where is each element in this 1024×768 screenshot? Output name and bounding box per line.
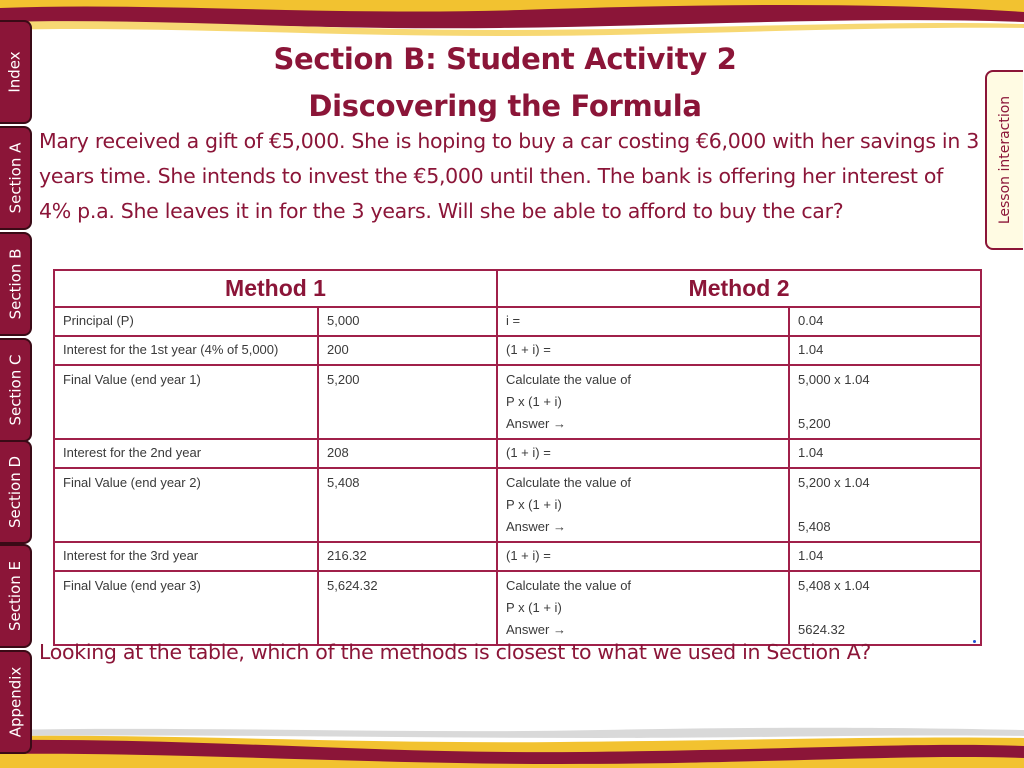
method-1-value-cell: 5,200	[318, 365, 497, 439]
cell-line	[798, 494, 972, 516]
nav-tab-label: Index	[6, 51, 25, 93]
method-1-value-cell: 5,408	[318, 468, 497, 542]
method-2-value-cell	[789, 542, 981, 571]
cell-line	[798, 391, 972, 413]
slide-subtitle: Discovering the Formula	[308, 89, 702, 123]
table-header-row	[54, 270, 981, 307]
table-row	[54, 336, 981, 365]
pointer-dot	[973, 640, 976, 643]
method-2-value-cell	[789, 571, 981, 645]
method-1-value-cell: 5,000	[318, 307, 497, 336]
cell-line: (1 + i) =	[506, 548, 551, 563]
nav-tab-label: Section A	[6, 142, 25, 214]
cell-line: (1 + i) =	[506, 342, 551, 357]
method-2-value-cell	[789, 336, 981, 365]
method-2-label-cell	[497, 336, 789, 365]
table-row	[54, 542, 981, 571]
cell-line: 0.04	[798, 313, 824, 328]
method-1-value-cell: 216.32	[318, 542, 497, 571]
method-1-value-cell: 208	[318, 439, 497, 468]
cell-line: 1.04	[798, 342, 824, 357]
method-1-label-cell: Interest for the 1st year (4% of 5,000)	[54, 336, 318, 365]
table-row	[54, 307, 981, 336]
method-1-value-cell: 200	[318, 336, 497, 365]
nav-tab-section-b[interactable]	[0, 232, 32, 336]
nav-tab-label: Section C	[6, 354, 25, 426]
bottom-wave-decoration	[0, 724, 1024, 768]
nav-tab-index[interactable]	[0, 20, 32, 124]
cell-line: 1.04	[798, 445, 824, 460]
method-1-label-cell: Final Value (end year 1)	[54, 365, 318, 439]
problem-statement: Mary received a gift of €5,000. She is hoping to buy a car costing €6,000 with her savings in 3 years time. She intends to invest the €5,000 until then. The bank is offering her interest of 4% p.a. She leaves it in for the 3 years. Will she be able to afford to buy the car?	[39, 129, 979, 223]
top-wave-decoration	[0, 0, 1024, 40]
cell-line: Calculate the value of	[506, 372, 632, 387]
method-2-label-cell	[497, 542, 789, 571]
methods-table	[53, 269, 982, 646]
nav-tab-section-a[interactable]	[0, 126, 32, 230]
cell-line: 5,200	[798, 416, 831, 431]
method-2-label-cell	[497, 365, 789, 439]
nav-tab-section-c[interactable]	[0, 338, 32, 442]
method-1-label-cell: Interest for the 3rd year	[54, 542, 318, 571]
nav-tab-label: Appendix	[6, 666, 25, 738]
method-2-label-cell	[497, 307, 789, 336]
cell-line: 5,408 x 1.04	[798, 578, 870, 593]
method-2-label-cell	[497, 571, 789, 645]
section-navigation	[0, 20, 32, 755]
cell-line: i =	[506, 313, 521, 328]
table-row	[54, 468, 981, 542]
method-2-value-cell	[789, 439, 981, 468]
method-1-header: Method 1	[54, 270, 497, 307]
cell-line: P x (1 + i)	[506, 600, 562, 615]
method-2-label-cell	[497, 439, 789, 468]
cell-line: 5624.32	[798, 622, 846, 637]
table-row	[54, 365, 981, 439]
nav-tab-label: Section D	[6, 455, 24, 529]
nav-tab-label: Section B	[6, 248, 25, 320]
cell-line: Calculate the value of	[506, 578, 632, 593]
cell-line: (1 + i) =	[506, 445, 551, 460]
cell-line: 1.04	[798, 548, 824, 563]
table-row	[54, 571, 981, 645]
method-1-label-cell: Final Value (end year 3)	[54, 571, 318, 645]
lesson-interaction-label: Lesson interaction	[997, 95, 1014, 225]
method-1-label-cell: Interest for the 2nd year	[54, 439, 318, 468]
cell-line: Answer →	[506, 416, 566, 431]
cell-line: 5,000 x 1.04	[798, 372, 870, 387]
cell-line: P x (1 + i)	[506, 394, 562, 409]
method-1-label-cell: Final Value (end year 2)	[54, 468, 318, 542]
cell-line: 5,408	[798, 519, 831, 534]
cell-line	[798, 597, 972, 619]
method-2-value-cell	[789, 307, 981, 336]
nav-tab-section-d[interactable]	[0, 440, 32, 544]
method-2-value-cell	[789, 365, 981, 439]
nav-tab-label: Section E	[6, 561, 25, 631]
nav-tab-appendix[interactable]	[0, 650, 32, 754]
slide-title: Section B: Student Activity 2	[273, 42, 737, 76]
table-row	[54, 439, 981, 468]
method-1-label-cell: Principal (P)	[54, 307, 318, 336]
cell-line: 5,200 x 1.04	[798, 475, 870, 490]
nav-tab-section-e[interactable]	[0, 544, 32, 648]
method-2-value-cell	[789, 468, 981, 542]
method-1-value-cell: 5,624.32	[318, 571, 497, 645]
table-body	[54, 307, 981, 645]
cell-line: Calculate the value of	[506, 475, 632, 490]
method-2-header: Method 2	[497, 270, 981, 307]
cell-line: Answer →	[506, 519, 566, 534]
method-2-label-cell	[497, 468, 789, 542]
question-text: Looking at the table, which of the methods is closest to what we used in Section A?	[39, 640, 871, 664]
lesson-interaction-tab[interactable]	[985, 70, 1023, 250]
cell-line: P x (1 + i)	[506, 497, 562, 512]
cell-line: Answer →	[506, 622, 566, 637]
